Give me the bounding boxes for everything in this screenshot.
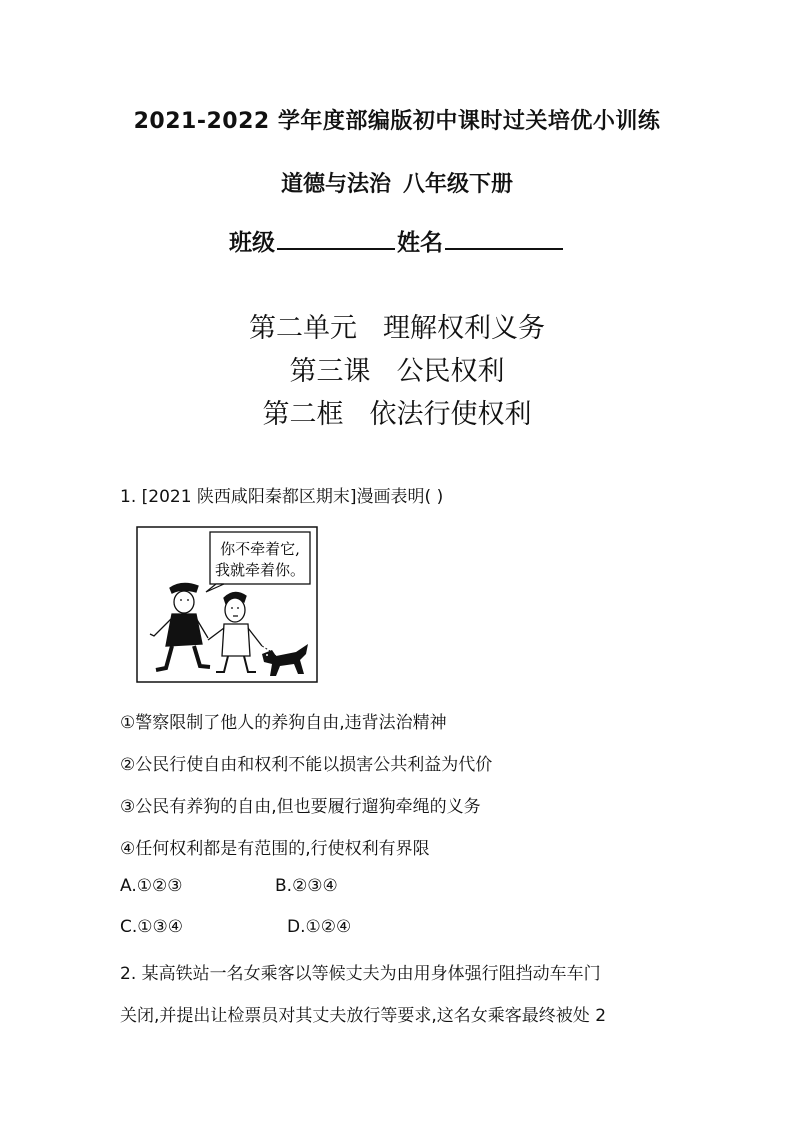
- choice-b[interactable]: B.②③④: [275, 876, 338, 896]
- frame-name: 依法行使权利: [369, 399, 532, 430]
- question-1-stem: 1. [2021 陕西咸阳秦都区期末]漫画表明( ): [120, 487, 444, 507]
- question-2-line-1: 2. 某高铁站一名女乘客以等候丈夫为由用身体强行阻挡动车车门: [120, 964, 601, 984]
- worksheet-title: 2021-2022 学年度部编版初中课时过关培优小训练: [133, 109, 661, 134]
- speech-line-2: 我就牵着你。: [214, 561, 306, 579]
- lesson-heading: [0, 349, 794, 388]
- question-2-line-2: 关闭,并提出让检票员对其丈夫放行等要求,这名女乘客最终被处 2: [120, 1006, 607, 1026]
- unit-number: 第二单元: [249, 313, 357, 344]
- unit-heading: [0, 306, 794, 345]
- subject-name: 道德与法治: [280, 172, 391, 197]
- cartoon-image: [136, 526, 318, 683]
- statement-3: ③公民有养狗的自由,但也要履行遛狗牵绳的义务: [120, 797, 481, 817]
- choice-d[interactable]: D.①②④: [287, 917, 352, 937]
- choice-a[interactable]: A.①②③: [120, 876, 183, 896]
- choice-c[interactable]: C.①③④: [120, 917, 183, 937]
- lesson-number: 第三课: [289, 356, 371, 387]
- lesson-name: 公民权利: [396, 356, 505, 387]
- statement-2: ②公民行使自由和权利不能以损害公共利益为代价: [120, 755, 493, 775]
- class-name-line: [0, 224, 794, 257]
- statement-4: ④任何权利都是有范围的,行使权利有界限: [120, 839, 430, 859]
- frame-number: 第二框: [262, 399, 344, 430]
- speech-line-1: 你不牵着它,: [220, 540, 300, 558]
- name-blank[interactable]: [445, 226, 563, 250]
- name-label: 姓名: [397, 230, 443, 256]
- subject-line: [0, 167, 794, 198]
- unit-name: 理解权利义务: [383, 313, 545, 344]
- frame-heading: [0, 392, 794, 431]
- class-label: 班级: [229, 230, 275, 256]
- statement-1: ①警察限制了他人的养狗自由,违背法治精神: [120, 713, 447, 733]
- grade-name: 八年级下册: [403, 172, 514, 197]
- class-blank[interactable]: [277, 226, 395, 250]
